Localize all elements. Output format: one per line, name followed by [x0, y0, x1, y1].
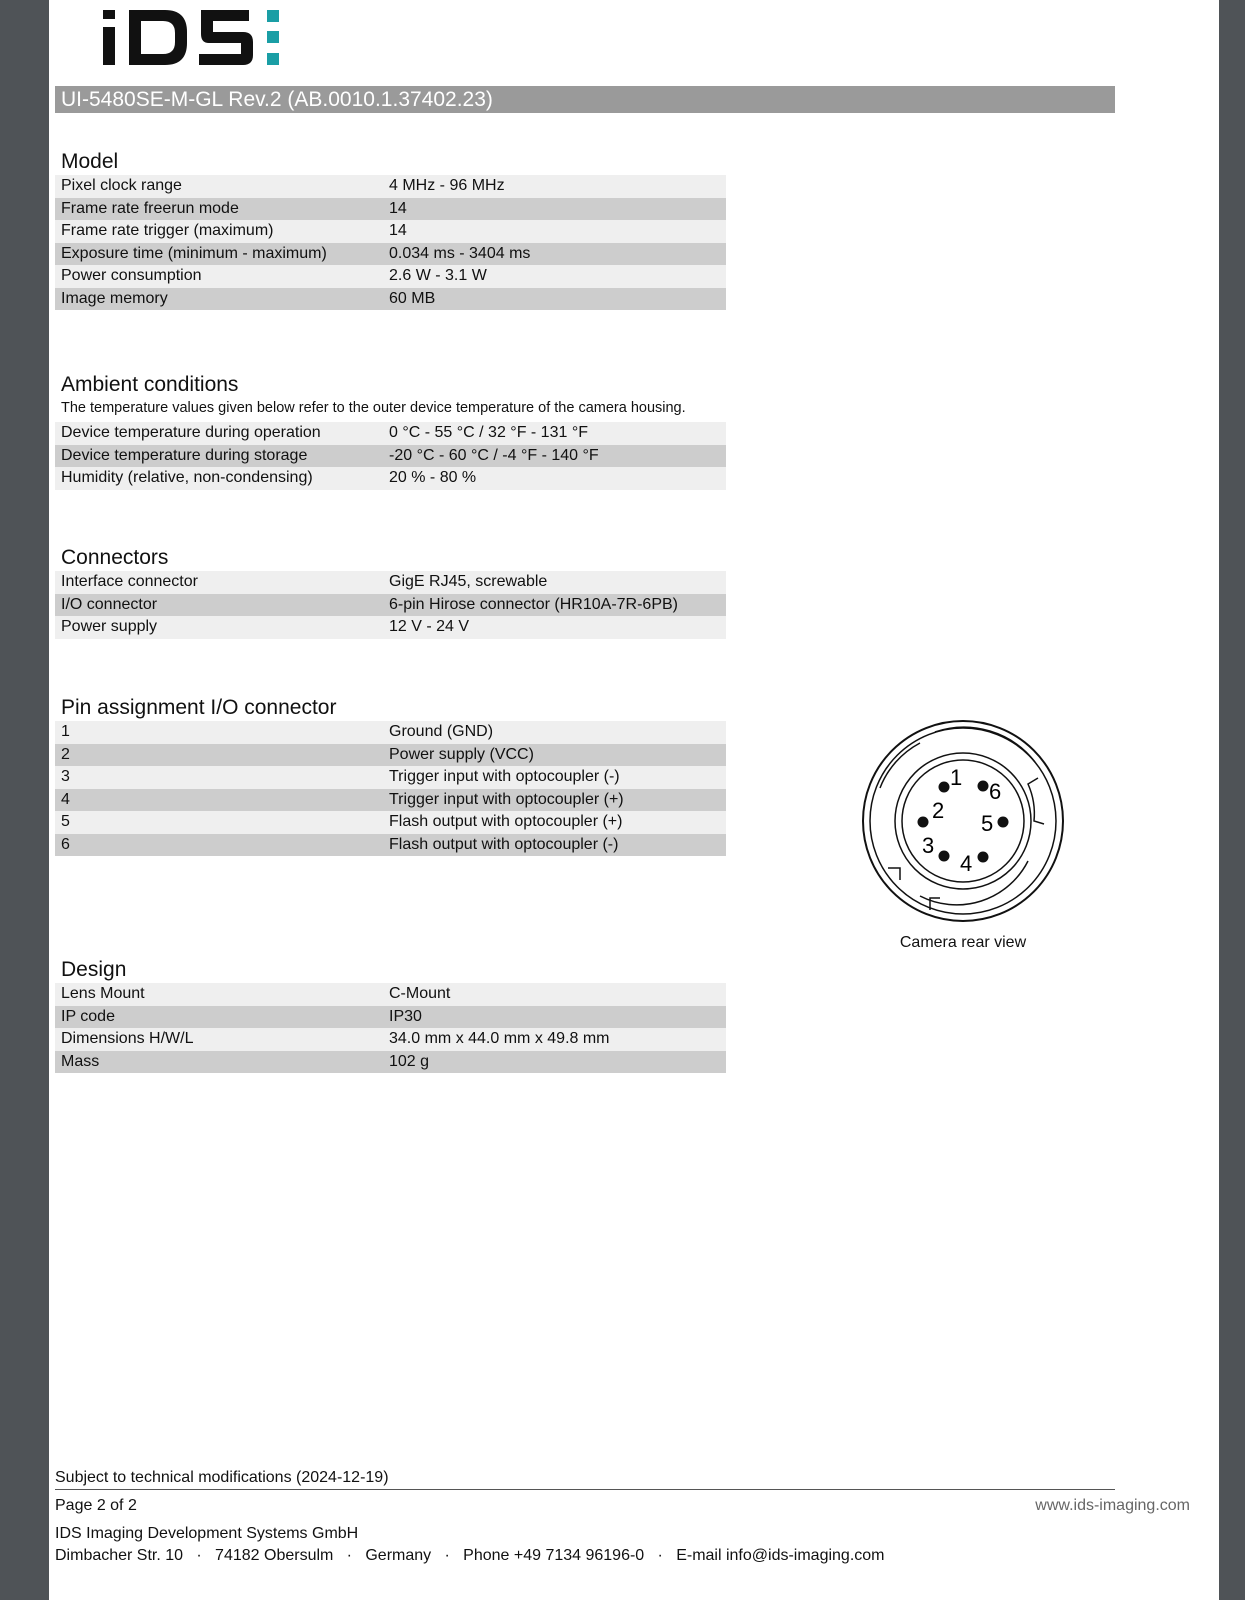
- table-row: [55, 467, 726, 490]
- pin-1-dot: [939, 782, 950, 793]
- table-row: [55, 616, 726, 639]
- pin-4-dot: [978, 852, 989, 863]
- row-label: 6: [61, 835, 70, 853]
- row-label: Frame rate freerun mode: [61, 199, 239, 217]
- viewer-margin: [1219, 0, 1245, 1600]
- pins-heading: Pin assignment I/O connector: [61, 696, 337, 719]
- table-row: [55, 1051, 726, 1074]
- design-table: [55, 983, 726, 1073]
- row-value: Trigger input with optocoupler (-): [389, 768, 620, 785]
- pin-6-label: 6: [989, 779, 1002, 804]
- table-row: [55, 811, 726, 834]
- pins-section: [55, 695, 726, 856]
- row-value: 4 MHz - 96 MHz: [389, 177, 505, 194]
- row-label: 3: [61, 768, 70, 785]
- table-row: [55, 243, 726, 266]
- row-label: Image memory: [61, 289, 168, 307]
- row-label: 5: [61, 813, 70, 830]
- connectors-section: [55, 545, 726, 639]
- row-value: Flash output with optocoupler (+): [389, 813, 623, 830]
- model-heading: Model: [61, 150, 119, 173]
- row-label: Lens Mount: [61, 985, 145, 1002]
- diagram-caption: Camera rear view: [899, 934, 1027, 951]
- table-row: [55, 834, 726, 857]
- row-value: -20 °C - 60 °C / -4 °F - 140 °F: [389, 446, 599, 464]
- pin-3-label: 3: [922, 833, 935, 858]
- table-row: [55, 445, 726, 468]
- table-row: [55, 288, 726, 311]
- table-row: [55, 198, 726, 221]
- table-row: [55, 220, 726, 243]
- row-value: 2.6 W - 3.1 W: [389, 267, 487, 284]
- row-value: C-Mount: [389, 985, 451, 1002]
- row-label: Device temperature during storage: [61, 446, 308, 464]
- model-section: [55, 149, 726, 310]
- row-label: Pixel clock range: [61, 177, 182, 194]
- row-value: Flash output with optocoupler (-): [389, 835, 619, 853]
- row-value: IP30: [389, 1007, 422, 1025]
- row-label: Humidity (relative, non-condensing): [61, 469, 313, 486]
- row-value: Ground (GND): [389, 723, 494, 740]
- ids-logo: [103, 10, 283, 68]
- table-row: [55, 721, 726, 744]
- pin-4-label: 4: [960, 851, 973, 876]
- table-row: [55, 175, 726, 198]
- row-label: Exposure time (minimum - maximum): [61, 244, 327, 262]
- model-table: [55, 175, 726, 310]
- row-value: GigE RJ45, screwable: [389, 573, 548, 590]
- table-row: [55, 766, 726, 789]
- row-label: Power consumption: [61, 267, 202, 284]
- row-value: 34.0 mm x 44.0 mm x 49.8 mm: [389, 1030, 610, 1047]
- row-value: 102 g: [389, 1052, 430, 1070]
- footer-address: Dimbacher Str. 10 · 74182 Obersulm · Germany · Phone +49 7134 96196-0 · E-mail info@ids-imaging.com: [55, 1547, 885, 1564]
- table-row: [55, 744, 726, 767]
- row-value: 12 V - 24 V: [389, 618, 470, 635]
- row-value: 6-pin Hirose connector (HR10A-7R-6PB): [389, 595, 678, 613]
- table-row: [55, 983, 726, 1006]
- footer-website-link[interactable]: www.ids-imaging.com: [1035, 1497, 1190, 1514]
- design-section: [55, 957, 726, 1073]
- row-label: IP code: [61, 1007, 115, 1025]
- row-value: 0.034 ms - 3404 ms: [389, 244, 531, 262]
- table-row: [55, 422, 726, 445]
- row-label: I/O connector: [61, 595, 158, 613]
- row-label: 4: [61, 790, 70, 808]
- row-value: Power supply (VCC): [389, 745, 534, 763]
- row-value: 14: [389, 199, 407, 217]
- table-row: [55, 789, 726, 812]
- io-connector-diagram: [860, 718, 1066, 924]
- ambient-heading: Ambient conditions: [61, 373, 239, 396]
- table-row: [55, 265, 726, 288]
- pin-2-dot: [918, 817, 929, 828]
- table-row: [55, 571, 726, 594]
- row-label: Power supply: [61, 618, 158, 635]
- row-label: Frame rate trigger (maximum): [61, 222, 274, 239]
- row-label: 1: [61, 723, 70, 740]
- design-heading: Design: [61, 958, 127, 981]
- footer-modifications: Subject to technical modifications (2024-12-19): [55, 1469, 1115, 1490]
- pin-2-label: 2: [932, 798, 945, 823]
- footer-company: IDS Imaging Development Systems GmbH: [55, 1525, 359, 1542]
- table-row: [55, 1028, 726, 1051]
- connectors-table: [55, 571, 726, 639]
- row-label: Interface connector: [61, 573, 198, 590]
- row-value: 20 % - 80 %: [389, 469, 477, 486]
- connectors-heading: Connectors: [61, 546, 169, 569]
- pin-3-dot: [939, 851, 950, 862]
- product-title: UI-5480SE-M-GL Rev.2 (AB.0010.1.37402.23): [55, 86, 1115, 113]
- table-row: [55, 1006, 726, 1029]
- ambient-table: [55, 422, 726, 490]
- row-value: 60 MB: [389, 289, 436, 307]
- table-row: [55, 594, 726, 617]
- row-value: 14: [389, 222, 407, 239]
- ambient-note: The temperature values given below refer to the outer device temperature of the camera housing.: [61, 400, 686, 416]
- pin-5-dot: [998, 817, 1009, 828]
- pin-1-label: 1: [950, 765, 963, 790]
- row-label: Device temperature during operation: [61, 424, 321, 441]
- row-label: Mass: [61, 1052, 100, 1070]
- row-value: Trigger input with optocoupler (+): [389, 790, 624, 808]
- row-label: 2: [61, 745, 70, 763]
- footer-page-number: Page 2 of 2: [55, 1497, 137, 1514]
- pin-5-label: 5: [981, 811, 994, 836]
- row-label: Dimensions H/W/L: [61, 1030, 194, 1047]
- pin-6-dot: [978, 781, 989, 792]
- row-value: 0 °C - 55 °C / 32 °F - 131 °F: [389, 424, 588, 441]
- ambient-section: [55, 372, 726, 490]
- pins-table: [55, 721, 726, 856]
